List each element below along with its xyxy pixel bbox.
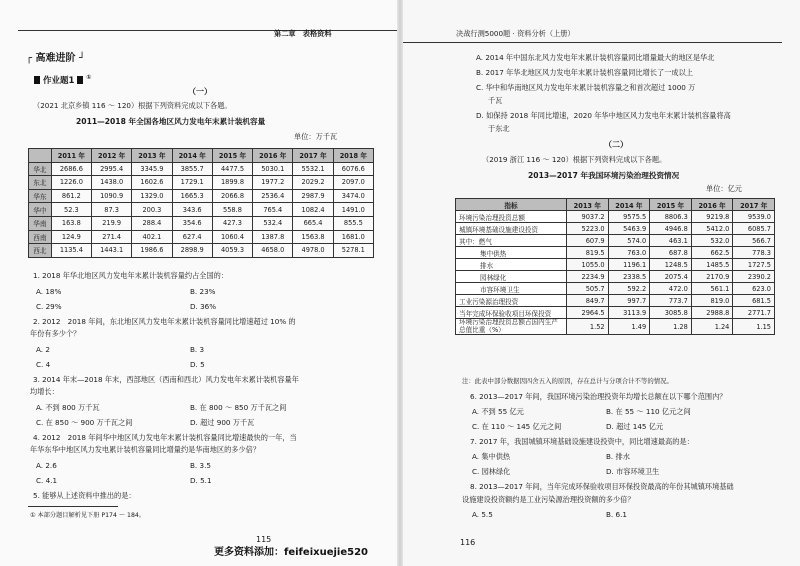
table2-value-cell: 3113.9: [608, 307, 650, 319]
page-number-right: 116: [460, 538, 476, 547]
table1-region-cell: 西南: [29, 230, 52, 244]
table2-value-cell: 6085.7: [733, 223, 775, 235]
question-5: 5. 能够从上述资料中推出的是：: [33, 491, 136, 500]
table1-value-cell: 1060.4: [212, 230, 252, 244]
table1-value-cell: 3474.0: [333, 189, 373, 203]
table2-value-cell: 2075.4: [650, 271, 692, 283]
table1-value-cell: 4978.0: [293, 244, 333, 258]
intro-text: （2021 北京乡镇 116 ～ 120）根据下列资料完成以下各题。: [33, 101, 232, 110]
table1-column-header: [29, 149, 52, 163]
table1-value-cell: 124.9: [51, 230, 91, 244]
table2-row: [456, 319, 775, 335]
q3-option-b[interactable]: B. 在 800 ～ 850 万千瓦之间: [190, 403, 287, 412]
table1-row: [29, 216, 374, 230]
table2-row: [456, 283, 775, 295]
homework-label: [34, 74, 91, 86]
table1-value-cell: 5030.1: [253, 162, 293, 176]
table2-row: [456, 271, 775, 283]
q2-option-a[interactable]: A. 2: [36, 345, 50, 354]
table1-value-cell: 4477.5: [212, 162, 252, 176]
table2-value-cell: 2988.8: [691, 307, 733, 319]
table2-note: 注：此表中部分数据因四舍五入的原因，存在总计与分项合计不等的情况。: [462, 377, 673, 385]
table2-indicator-cell: 环境污染治理投资总额: [456, 211, 567, 223]
q3-option-c[interactable]: C. 在 850 ～ 900 万千瓦之间: [36, 418, 133, 427]
table1-value-cell: 1977.2: [253, 176, 293, 190]
table2-indicator-cell: 当年完成环保验收项目环保投资: [456, 307, 567, 319]
question-7: 7. 2017 年，我国城镇环境基础设施建设投资中，同比增速最高的是：: [470, 437, 694, 446]
table1-value-cell: 627.4: [172, 230, 212, 244]
table2-value-cell: 9037.2: [567, 211, 609, 223]
table1-value-cell: 2686.6: [51, 162, 91, 176]
table1-value-cell: 1602.6: [132, 176, 172, 190]
table1-row: [29, 162, 374, 176]
q6-option-d[interactable]: D. 超过 145 亿元: [606, 422, 664, 431]
table1-value-cell: 2029.2: [293, 176, 333, 190]
table1-value-cell: 1226.0: [51, 176, 91, 190]
table1-value-cell: 6076.6: [333, 162, 373, 176]
table1-value-cell: 1443.1: [92, 244, 132, 258]
q8-option-a[interactable]: A. 5.5: [472, 510, 493, 519]
table1-value-cell: 2995.4: [92, 162, 132, 176]
q4-option-c[interactable]: C. 4.1: [36, 476, 58, 485]
table2-indicator-cell: 工业污染源治理投资: [456, 295, 567, 307]
table1-value-cell: 87.3: [92, 203, 132, 217]
q5-option-c-line2: 千瓦: [488, 96, 503, 105]
table2-indicator-cell: 城镇环境基础设施建设投资: [456, 223, 567, 235]
table2-value-cell: 997.7: [608, 295, 650, 307]
table1-value-cell: 271.4: [92, 230, 132, 244]
table1-value-cell: 219.9: [92, 216, 132, 230]
table2-value-cell: 773.7: [650, 295, 692, 307]
table1-value-cell: 1491.0: [333, 203, 373, 217]
table1-header-row: [29, 149, 374, 163]
question-4-line2: 年华东华中地区风力发电累计装机容量同比增量约是华南地区的多少倍？: [30, 445, 261, 454]
table2-indicator-cell: 环境污染治理投资总额占国内生产总值比重（%）: [456, 319, 567, 335]
section-title-text: 高难进阶: [35, 53, 76, 64]
table1-region-cell: 华南: [29, 216, 52, 230]
table1-value-cell: 2066.8: [212, 189, 252, 203]
table2-value-cell: 819.5: [567, 247, 609, 259]
table2-value-cell: 1.52: [567, 319, 609, 335]
q4-option-a[interactable]: A. 2.6: [36, 461, 57, 470]
table2-value-cell: 566.7: [733, 235, 775, 247]
table1-value-cell: 558.8: [212, 203, 252, 217]
intro-text-2: （2019 浙江 116 ～ 120）根据下列资料完成以下各题。: [482, 155, 667, 164]
table1-value-cell: 5278.1: [333, 244, 373, 258]
question-4-line1: 4. 2012 2018 年间华中地区风力发电年末累计装机容量同比增速最快的一年，当: [33, 433, 297, 442]
table1-value-cell: 861.2: [51, 189, 91, 203]
table2-value-cell: 763.0: [608, 247, 650, 259]
table2-row: [456, 247, 775, 259]
table2-value-cell: 662.5: [691, 247, 733, 259]
table2-column-header: 2014 年: [608, 199, 650, 211]
table2-column-header: 指标: [456, 199, 567, 211]
homework-footnote-mark: ①: [86, 74, 92, 81]
table2-unit: 单位：亿元: [706, 184, 742, 193]
q1-option-b[interactable]: B. 23%: [190, 287, 216, 296]
table1-region-cell: 东北: [29, 176, 52, 190]
table1-unit: 单位：万千瓦: [294, 132, 338, 141]
table1-column-header: 2012 年: [92, 149, 132, 163]
q2-option-c[interactable]: C. 4: [36, 360, 51, 369]
table2-value-cell: 1485.5: [691, 259, 733, 271]
question-8-line2: 设施建设投资额约是工业污染源治理投资额的多少倍？: [462, 495, 635, 504]
table2-header-row: [456, 199, 775, 211]
table1-value-cell: 855.5: [333, 216, 373, 230]
block-marker-icon: [34, 76, 40, 84]
table2-value-cell: 9539.0: [733, 211, 775, 223]
table2-value-cell: 505.7: [567, 283, 609, 295]
q7-option-b[interactable]: B. 排水: [606, 452, 630, 461]
table1-column-header: 2015 年: [212, 149, 252, 163]
table2-value-cell: 2170.9: [691, 271, 733, 283]
q7-option-a[interactable]: A. 集中供热: [472, 452, 511, 461]
table2-value-cell: 2338.5: [608, 271, 650, 283]
table1-region-cell: 华中: [29, 203, 52, 217]
table1-value-cell: 532.4: [253, 216, 293, 230]
table1-value-cell: 4059.3: [212, 244, 252, 258]
table2-value-cell: 2234.9: [567, 271, 609, 283]
block-marker-icon: [77, 76, 83, 84]
q5-option-d-line1[interactable]: D. 如保持 2018 年同比增速，2020 年华中地区风力发电年末累计装机容量将高: [476, 111, 731, 120]
table2-row: [456, 295, 775, 307]
table2-row: [456, 259, 775, 271]
table1-value-cell: 4658.0: [253, 244, 293, 258]
question-2-line1: 2. 2012 2018 年间，东北地区风力发电年末累计装机容量同比增速超过 10% 的: [33, 317, 296, 326]
table2-value-cell: 1.28: [650, 319, 692, 335]
table2-row: [456, 211, 775, 223]
table2-value-cell: 1248.5: [650, 259, 692, 271]
table1-row: [29, 189, 374, 203]
table1-value-cell: 1090.9: [92, 189, 132, 203]
q5-option-b[interactable]: B. 2017 年华北地区风力发电年末累计装机容量同比增长了一成以上: [476, 68, 693, 77]
table2-value-cell: 5463.9: [608, 223, 650, 235]
table1-value-cell: 5532.1: [293, 162, 333, 176]
table1-value-cell: 402.1: [132, 230, 172, 244]
table2-value-cell: 463.1: [650, 235, 692, 247]
table2-value-cell: 623.0: [733, 283, 775, 295]
homework-text: 作业题1: [42, 75, 75, 86]
footnote: ① 本部分题目解析见下册 P174 ～ 184。: [30, 512, 146, 519]
series-header: 决战行测5000题 · 资料分析（上册）: [456, 29, 575, 38]
table2-value-cell: 2390.2: [733, 271, 775, 283]
table2-column-header: 2017 年: [733, 199, 775, 211]
section-title: ┌ 高难进阶 ┘: [26, 53, 86, 64]
table2-column-header: 2015 年: [650, 199, 692, 211]
q3-option-d[interactable]: D. 超过 900 万千瓦: [190, 418, 255, 427]
chapter-header: 第二章 表格资料: [274, 29, 332, 38]
table2-value-cell: 9575.5: [608, 211, 650, 223]
q5-option-a[interactable]: A. 2014 年中国东北风力发电年末累计装机容量同比增量最大的地区是华北: [476, 53, 715, 62]
table2-value-cell: 5412.0: [691, 223, 733, 235]
q1-option-a[interactable]: A. 18%: [36, 287, 62, 296]
table1-column-header: 2011 年: [51, 149, 91, 163]
q4-option-d[interactable]: D. 5.1: [190, 476, 212, 485]
table1-row: [29, 244, 374, 258]
table1-value-cell: 1899.8: [212, 176, 252, 190]
q7-option-c[interactable]: C. 园林绿化: [472, 467, 511, 476]
table1-region-cell: 西北: [29, 244, 52, 258]
table2-value-cell: 1.24: [691, 319, 733, 335]
table2-indicator-cell: 排水: [456, 259, 567, 271]
table2-value-cell: 5223.0: [567, 223, 609, 235]
table2-value-cell: 1727.5: [733, 259, 775, 271]
table1-row: [29, 230, 374, 244]
table2-value-cell: 687.8: [650, 247, 692, 259]
q6-option-a[interactable]: A. 不到 55 亿元: [472, 407, 524, 416]
table1-value-cell: 1729.1: [172, 176, 212, 190]
table2-value-cell: 2964.5: [567, 307, 609, 319]
table2-indicator-cell: 集中供热: [456, 247, 567, 259]
question-3-line2: 均增长：: [30, 387, 59, 396]
table1-value-cell: 1563.8: [293, 230, 333, 244]
table2-indicator-cell: 园林绿化: [456, 271, 567, 283]
part2-heading: （二）: [604, 140, 628, 149]
table2-value-cell: 9219.8: [691, 211, 733, 223]
table1-value-cell: 200.3: [132, 203, 172, 217]
table1-value-cell: 1681.0: [333, 230, 373, 244]
q3-option-a[interactable]: A. 不到 800 万千瓦: [36, 403, 100, 412]
table2-value-cell: 574.0: [608, 235, 650, 247]
table2-value-cell: 1.15: [733, 319, 775, 335]
question-3-line1: 3. 2014 年末—2018 年末，西部地区（西南和西北）风力发电年末累计装机容量年: [33, 375, 299, 384]
table1-value-cell: 427.3: [212, 216, 252, 230]
table1-value-cell: 288.4: [132, 216, 172, 230]
q1-option-d[interactable]: D. 36%: [190, 302, 217, 311]
footnote-rule: [28, 506, 118, 507]
table2-value-cell: 681.5: [733, 295, 775, 307]
q8-option-b[interactable]: B. 6.1: [606, 510, 627, 519]
book-gutter: [397, 0, 403, 566]
q6-option-c[interactable]: C. 在 110 ～ 145 亿元之间: [472, 422, 562, 431]
table1-column-header: 2017 年: [293, 149, 333, 163]
q2-option-b[interactable]: B. 3: [190, 345, 205, 354]
table2-value-cell: 592.2: [608, 283, 650, 295]
table2-value-cell: 3085.8: [650, 307, 692, 319]
table1-value-cell: 3345.9: [132, 162, 172, 176]
table2-value-cell: 532.0: [691, 235, 733, 247]
table1-value-cell: 2898.9: [172, 244, 212, 258]
question-6: 6. 2013—2017 年间，我国环境污染治理投资年均增长总额在以下哪个范围内？: [470, 392, 727, 401]
table2: [455, 198, 775, 335]
q6-option-b[interactable]: B. 在 55 ～ 110 亿元之间: [606, 407, 691, 416]
q2-option-d[interactable]: D. 5: [190, 360, 205, 369]
table2-value-cell: 561.1: [691, 283, 733, 295]
table2-value-cell: 472.0: [650, 283, 692, 295]
promo-text: 更多资料添加：feifeixuejie520: [214, 547, 368, 558]
table1-value-cell: 1387.8: [253, 230, 293, 244]
table1-column-header: 2014 年: [172, 149, 212, 163]
table1-column-header: 2018 年: [333, 149, 373, 163]
q7-option-d[interactable]: D. 市容环境卫生: [606, 467, 660, 476]
header-rule-left: [18, 30, 400, 31]
table2-value-cell: 1196.1: [608, 259, 650, 271]
table1-value-cell: 1329.0: [132, 189, 172, 203]
question-1: 1. 2018 年华北地区风力发电年末累计装机容量约占全国的：: [33, 271, 229, 280]
table1-value-cell: 2097.0: [333, 176, 373, 190]
q4-option-b[interactable]: B. 3.5: [190, 461, 211, 470]
table1-region-cell: 华东: [29, 189, 52, 203]
table2-value-cell: 1055.0: [567, 259, 609, 271]
table2-indicator-cell: 市容环境卫生: [456, 283, 567, 295]
table1-region-cell: 华北: [29, 162, 52, 176]
table1-value-cell: 1438.0: [92, 176, 132, 190]
table2-row: [456, 307, 775, 319]
table1-value-cell: 163.8: [51, 216, 91, 230]
question-2-line2: 年份有多少个？: [30, 329, 81, 338]
table1-column-header: 2016 年: [253, 149, 293, 163]
table2-column-header: 2013 年: [567, 199, 609, 211]
table1-row: [29, 176, 374, 190]
table1-title: 2011—2018 年全国各地区风力发电年末累计装机容量: [76, 117, 266, 126]
q5-option-d-line2: 于东北: [488, 124, 510, 133]
table1-value-cell: 1665.3: [172, 189, 212, 203]
table2-value-cell: 778.3: [733, 247, 775, 259]
q1-option-c[interactable]: C. 29%: [36, 302, 62, 311]
table1-value-cell: 2536.4: [253, 189, 293, 203]
table1-value-cell: 3855.7: [172, 162, 212, 176]
table2-indicator-cell: 其中：燃气: [456, 235, 567, 247]
table1-value-cell: 354.6: [172, 216, 212, 230]
part1-heading: （一）: [188, 87, 212, 96]
table1: [28, 148, 374, 258]
table2-value-cell: 4946.8: [650, 223, 692, 235]
table1-value-cell: 665.4: [293, 216, 333, 230]
table2-value-cell: 8806.3: [650, 211, 692, 223]
table1-value-cell: 1986.6: [132, 244, 172, 258]
table2-value-cell: 2771.7: [733, 307, 775, 319]
table1-value-cell: 1082.4: [293, 203, 333, 217]
table2-title: 2013—2017 年我国环境污染治理投资情况: [528, 171, 680, 180]
table2-row: [456, 235, 775, 247]
table2-row: [456, 223, 775, 235]
question-8-line1: 8. 2013—2017 年间，当年完成环保验收项目环保投资最高的年份其城镇环境基础: [470, 482, 734, 491]
table2-value-cell: 1.49: [608, 319, 650, 335]
table2-value-cell: 849.7: [567, 295, 609, 307]
table1-value-cell: 765.4: [253, 203, 293, 217]
table1-row: [29, 203, 374, 217]
table2-value-cell: 819.0: [691, 295, 733, 307]
table1-value-cell: 52.3: [51, 203, 91, 217]
table1-column-header: 2013 年: [132, 149, 172, 163]
page-number-left: 115: [256, 535, 272, 544]
header-rule-right: [400, 42, 782, 43]
table2-value-cell: 607.9: [567, 235, 609, 247]
table1-value-cell: 343.6: [172, 203, 212, 217]
table2-column-header: 2016 年: [691, 199, 733, 211]
q5-option-c-line1[interactable]: C. 华中和华南地区风力发电年末累计装机容量之和首次超过 1000 万: [476, 83, 696, 92]
table1-value-cell: 1135.4: [51, 244, 91, 258]
table1-value-cell: 2987.9: [293, 189, 333, 203]
